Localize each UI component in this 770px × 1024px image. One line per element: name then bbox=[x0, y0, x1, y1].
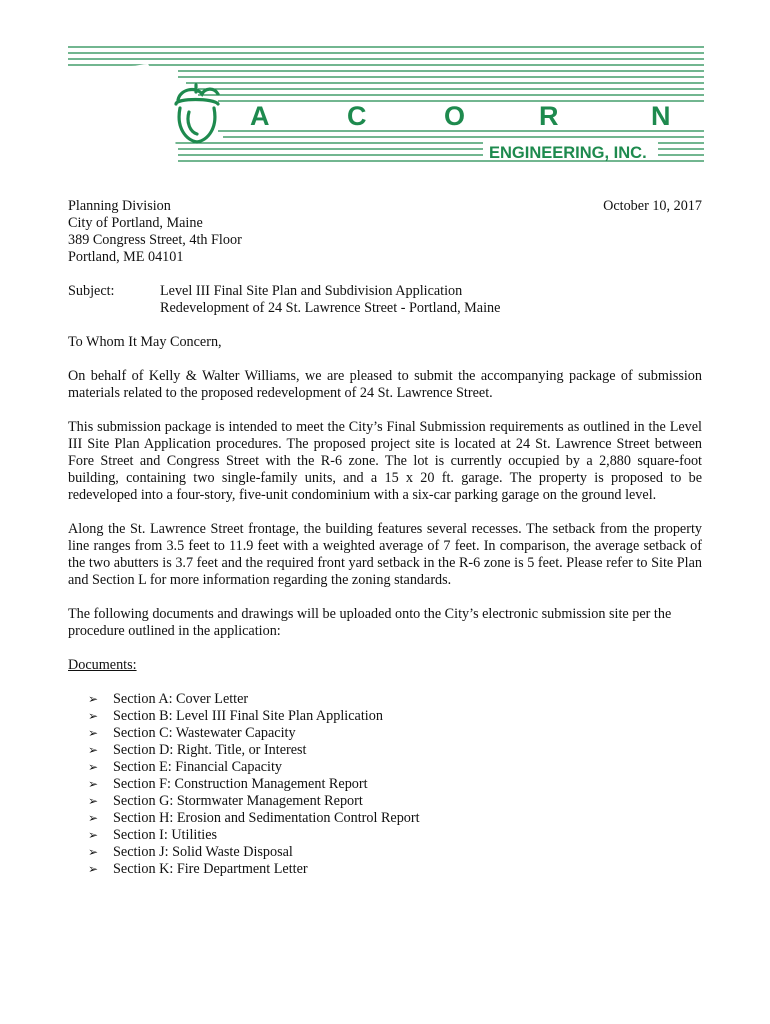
subject-text bbox=[160, 283, 500, 317]
list-item: ➢ Section C: Wastewater Capacity bbox=[88, 725, 296, 741]
arrow-bullet-icon: ➢ bbox=[88, 709, 99, 723]
recipient-line: Planning Division bbox=[68, 198, 171, 214]
logo-letter-o: O bbox=[444, 101, 466, 131]
list-item: ➢ Section E: Financial Capacity bbox=[88, 759, 283, 775]
arrow-bullet-icon: ➢ bbox=[88, 726, 99, 740]
documents-heading: Documents: bbox=[68, 657, 137, 673]
arrow-bullet-icon: ➢ bbox=[88, 777, 99, 791]
arrow-bullet-icon: ➢ bbox=[88, 862, 99, 876]
list-item: ➢ Section B: Level III Final Site Plan Application bbox=[88, 708, 383, 724]
recipient-line: Portland, ME 04101 bbox=[68, 249, 184, 265]
list-item: ➢ Section G: Stormwater Management Report bbox=[88, 793, 363, 809]
letter-body bbox=[68, 198, 702, 878]
logo-letter-c: C bbox=[347, 101, 367, 131]
arrow-bullet-icon: ➢ bbox=[88, 828, 99, 842]
list-item: ➢ Section D: Right. Title, or Interest bbox=[88, 742, 307, 758]
logo-letter-r: R bbox=[539, 101, 559, 131]
arrow-bullet-icon: ➢ bbox=[88, 743, 99, 757]
paragraph: Along the St. Lawrence Street frontage, the building features several recesses. The setback from the property line ranges from 3.5 feet to 11.9 feet with a weighted average of 7 feet. In comparison, the average setback of the two abutters is 3.7 feet and the required front yard setback in the R-6 zone is 5 feet. Please refer to Site Plan and Section L for more information regarding the zoning standards. bbox=[68, 521, 702, 588]
acorn-engineering-logo bbox=[68, 42, 704, 172]
list-item: ➢ Section K: Fire Department Letter bbox=[88, 861, 308, 877]
recipient-address bbox=[68, 198, 242, 266]
arrow-bullet-icon: ➢ bbox=[88, 760, 99, 774]
logo-letter-n: N bbox=[651, 101, 671, 131]
list-item: ➢ Section H: Erosion and Sedimentation Control Report bbox=[88, 810, 420, 826]
subject-label: Subject: bbox=[68, 283, 115, 299]
acorn-icon bbox=[176, 85, 218, 142]
paragraph: The following documents and drawings will be uploaded onto the City’s electronic submission site per the procedure outlined in the application: bbox=[68, 606, 672, 639]
list-item: ➢ Section J: Solid Waste Disposal bbox=[88, 844, 293, 860]
documents-list bbox=[68, 691, 702, 878]
paragraph: On behalf of Kelly & Walter Williams, we are pleased to submit the accompanying package of submission materials related to the proposed redevelopment of 24 St. Lawrence Street. bbox=[68, 368, 702, 401]
list-item: ➢ Section A: Cover Letter bbox=[88, 691, 249, 707]
letter-date: October 10, 2017 bbox=[603, 198, 702, 214]
paragraph: This submission package is intended to meet the City’s Final Submission requirements as outlined in the Level III Site Plan Application procedures. The proposed project site is located at 24 St. Lawrence Street between Fore Street and Congress Street with the R-6 zone. The lot is currently occupied by a 2,880 square-foot building, containing two single-family units, and a 15 x 20 ft. garage. The property is proposed to be redeveloped into a four-story, five-unit condominium with a six-car parking garage on the ground level. bbox=[68, 419, 702, 503]
arrow-bullet-icon: ➢ bbox=[88, 845, 99, 859]
recipient-line: City of Portland, Maine bbox=[68, 215, 203, 231]
arrow-bullet-icon: ➢ bbox=[88, 692, 99, 706]
subject-block bbox=[68, 283, 702, 317]
recipient-line: 389 Congress Street, 4th Floor bbox=[68, 232, 242, 248]
logo-letter-a: A bbox=[250, 101, 270, 131]
subject-line: Redevelopment of 24 St. Lawrence Street - Portland, Maine bbox=[160, 300, 501, 316]
arrow-bullet-icon: ➢ bbox=[88, 794, 99, 808]
arrow-bullet-icon: ➢ bbox=[88, 811, 99, 825]
header-block bbox=[68, 198, 702, 266]
list-item: ➢ Section I: Utilities bbox=[88, 827, 218, 843]
salutation: To Whom It May Concern, bbox=[68, 334, 222, 350]
list-item: ➢ Section F: Construction Management Report bbox=[88, 776, 368, 792]
logo-tagline: ENGINEERING, INC. bbox=[489, 144, 647, 162]
subject-line: Level III Final Site Plan and Subdivision Application bbox=[160, 283, 463, 299]
